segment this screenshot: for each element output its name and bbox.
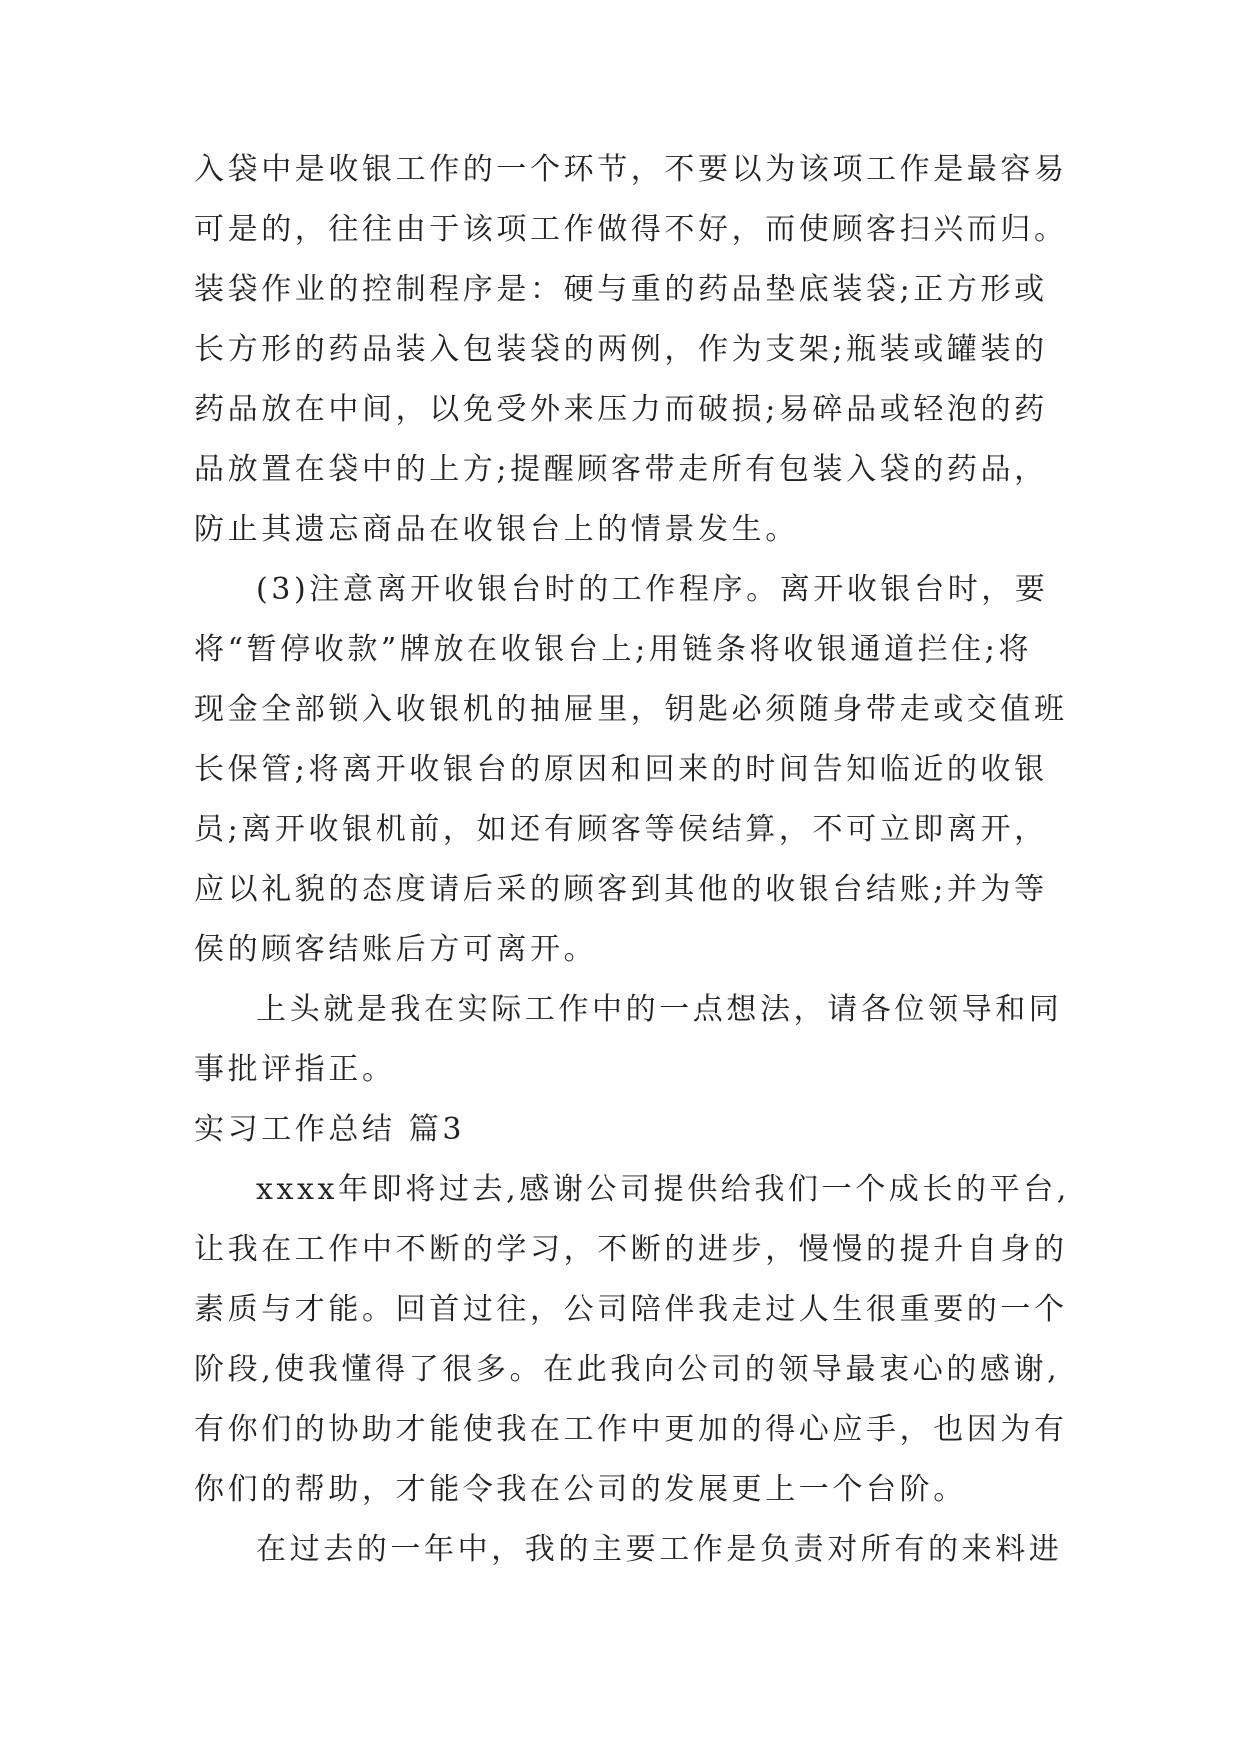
body-text-line: 防止其遗忘商品在收银台上的情景发生。 xyxy=(194,512,799,547)
body-text-line: 可是的，往往由于该项工作做得不好，而使顾客扫兴而归。 xyxy=(194,212,1068,247)
body-text-line: 让我在工作中不断的学习，不断的进步，慢慢的提升自身的 xyxy=(194,1232,1068,1267)
section-heading: 实习工作总结 篇3 xyxy=(194,1112,466,1147)
body-text-line: 应以礼貌的态度请后采的顾客到其他的收银台结账;并为等 xyxy=(194,872,1048,907)
body-text-line: 侯的顾客结账后方可离开。 xyxy=(194,932,598,967)
body-text-line: 入袋中是收银工作的一个环节，不要以为该项工作是最容易 xyxy=(194,152,1068,187)
body-text-line: 药品放在中间，以免受外来压力而破损;易碎品或轻泡的药 xyxy=(194,392,1048,427)
body-text-line: 长方形的药品装入包装袋的两例，作为支架;瓶装或罐装的 xyxy=(194,332,1048,367)
body-text-line: 装袋作业的控制程序是：硬与重的药品垫底装袋;正方形或 xyxy=(194,272,1048,307)
body-text-line: 事批评指正。 xyxy=(194,1052,396,1087)
body-text-line: 品放置在袋中的上方;提醒顾客带走所有包装入袋的药品， xyxy=(194,452,1048,487)
body-text-line: 长保管;将离开收银台的原因和回来的时间告知临近的收银 xyxy=(194,752,1048,787)
body-text-line: 素质与才能。回首过往，公司陪伴我走过人生很重要的一个 xyxy=(194,1292,1068,1327)
paragraph-first-line: 在过去的一年中，我的主要工作是负责对所有的来料进 xyxy=(256,1532,1063,1567)
paragraph-first-line: xxxx年即将过去,感谢公司提供给我们一个成长的平台, xyxy=(256,1172,1070,1207)
body-text-line: 有你们的协助才能使我在工作中更加的得心应手，也因为有 xyxy=(194,1412,1068,1447)
body-text-line: 阶段,使我懂得了很多。在此我向公司的领导最衷心的感谢, xyxy=(194,1352,1061,1387)
body-text-line: 将“暂停收款”牌放在收银台上;用链条将收银通道拦住;将 xyxy=(194,632,1033,667)
body-text-line: 员;离开收银机前，如还有顾客等侯结算，不可立即离开， xyxy=(194,812,1048,847)
paragraph-first-line: 上头就是我在实际工作中的一点想法，请各位领导和同 xyxy=(256,992,1063,1027)
paragraph-first-line: (3)注意离开收银台时的工作程序。离开收银台时，要 xyxy=(256,572,1049,607)
body-text-line: 你们的帮助，才能令我在公司的发展更上一个台阶。 xyxy=(194,1472,967,1507)
body-text-line: 现金全部锁入收银机的抽屉里，钥匙必须随身带走或交值班 xyxy=(194,692,1068,727)
